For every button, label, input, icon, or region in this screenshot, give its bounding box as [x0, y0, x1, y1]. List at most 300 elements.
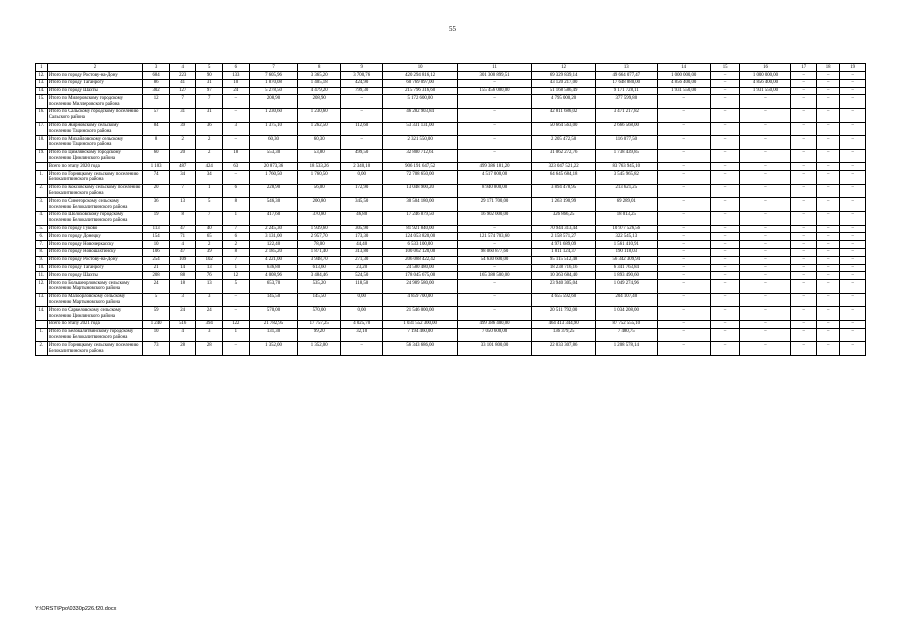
value-cell: – — [791, 307, 817, 321]
value-cell: 6 341 763,84 — [595, 264, 657, 272]
value-cell: 7 — [169, 184, 196, 198]
value-cell: – — [657, 163, 710, 171]
value-cell: 1 931 550,00 — [657, 87, 710, 95]
value-cell: – — [791, 248, 817, 256]
value-cell: 112,60 — [340, 122, 383, 136]
value-cell: 271,30 — [340, 256, 383, 264]
value-cell: 1 — [223, 264, 250, 272]
value-cell: 136 379,25 — [532, 328, 596, 342]
value-cell: – — [791, 122, 817, 136]
value-cell: 24 — [143, 280, 170, 294]
value-cell: 7 050 600,00 — [457, 328, 531, 342]
row-number-cell: 3. — [36, 198, 48, 212]
value-cell: – — [840, 211, 866, 225]
row-name-cell: Итого по городу Ростову-на-Дону — [47, 72, 143, 80]
value-cell: – — [791, 72, 817, 80]
value-cell: 10 — [223, 79, 250, 87]
value-cell: 145,50 — [249, 293, 298, 307]
value-cell: 370,80 — [298, 211, 341, 225]
value-cell: 377 599,80 — [595, 95, 657, 109]
value-cell: 424 — [196, 163, 223, 171]
value-cell: – — [223, 293, 250, 307]
row-name-cell: Итого по Саркеловскому сельскому поселению Цимлянского района — [47, 307, 143, 321]
value-cell: 1 034 208,00 — [595, 307, 657, 321]
value-cell: – — [740, 149, 791, 163]
value-cell: 1 208 578,14 — [595, 342, 657, 356]
value-cell: 345,50 — [340, 198, 383, 212]
value-cell: 72 708 650,00 — [383, 171, 457, 185]
data-table — [35, 63, 866, 356]
value-cell: 74 — [143, 171, 170, 185]
value-cell: – — [710, 233, 740, 241]
value-cell: 7 — [223, 225, 250, 233]
value-cell: 81 921 840,00 — [383, 225, 457, 233]
value-cell: 90 — [196, 72, 223, 80]
column-number-cell: 8 — [298, 64, 341, 72]
value-cell: 118,50 — [340, 280, 383, 294]
table-row — [36, 171, 866, 185]
value-cell: 46,80 — [340, 211, 383, 225]
value-cell: – — [740, 280, 791, 294]
row-number-cell: 16. — [36, 108, 48, 122]
value-cell: 20 — [169, 149, 196, 163]
value-cell: – — [740, 328, 791, 342]
value-cell: – — [657, 328, 710, 342]
value-cell: – — [791, 95, 817, 109]
value-cell: 1 931 550,00 — [740, 87, 791, 95]
value-cell: – — [223, 108, 250, 122]
value-cell: – — [840, 163, 866, 171]
value-cell: 14 — [169, 264, 196, 272]
value-cell: 18 013,25 — [595, 211, 657, 225]
column-number-cell: 9 — [340, 64, 383, 72]
value-cell: – — [657, 108, 710, 122]
value-cell: 56 342 309,94 — [595, 256, 657, 264]
column-number-cell: 10 — [383, 64, 457, 72]
value-cell: – — [840, 79, 866, 87]
value-cell: 7 — [196, 211, 223, 225]
value-cell: 6 — [223, 233, 250, 241]
value-cell: – — [657, 342, 710, 356]
column-number-cell: 19 — [840, 64, 866, 72]
column-number-cell: 12 — [532, 64, 596, 72]
value-cell: – — [710, 293, 740, 307]
value-cell: – — [791, 163, 817, 171]
value-cell: 24 580 480,00 — [383, 264, 457, 272]
value-cell: 4 — [169, 241, 196, 249]
value-cell: 1 230,60 — [249, 108, 298, 122]
value-cell: – — [816, 248, 839, 256]
value-cell: 178 045 675,00 — [383, 272, 457, 280]
value-cell: – — [791, 241, 817, 249]
row-number-cell: 12. — [36, 72, 48, 80]
value-cell: 228,90 — [249, 184, 298, 198]
value-cell: 36 — [196, 122, 223, 136]
row-number-cell: 13. — [36, 79, 48, 87]
row-number-cell: 5. — [36, 225, 48, 233]
value-cell: 3 700,76 — [340, 72, 383, 80]
value-cell: 305,90 — [340, 225, 383, 233]
value-cell: 41 — [169, 79, 196, 87]
value-cell: 18 238 716,16 — [532, 264, 596, 272]
value-cell: – — [816, 171, 839, 185]
value-cell: – — [840, 293, 866, 307]
value-cell: 122,40 — [249, 241, 298, 249]
page-number: 55 — [449, 25, 456, 33]
value-cell: 20 873,36 — [249, 163, 298, 171]
value-cell: 1 — [196, 184, 223, 198]
value-cell: 4 517 000,00 — [457, 171, 531, 185]
value-cell: – — [223, 136, 250, 150]
value-cell: 53 331 131,00 — [383, 122, 457, 136]
value-cell: 2 — [196, 241, 223, 249]
value-cell: – — [840, 87, 866, 95]
value-cell: 3 — [196, 293, 223, 307]
value-cell: – — [791, 293, 817, 307]
row-number-cell: 13. — [36, 293, 48, 307]
value-cell: 60 — [143, 149, 170, 163]
value-cell: – — [816, 149, 839, 163]
column-number-row — [36, 64, 866, 72]
row-number-cell — [36, 163, 48, 171]
value-cell: 59 — [143, 307, 170, 321]
value-cell: – — [791, 198, 817, 212]
value-cell: 2 — [196, 136, 223, 150]
row-name-cell: Итого по Шолоховскому городскому поселению Белокалитвинского района — [47, 211, 143, 225]
value-cell: – — [840, 136, 866, 150]
value-cell: – — [816, 198, 839, 212]
value-cell: – — [657, 184, 710, 198]
value-cell: 17 246 879,50 — [383, 211, 457, 225]
value-cell: – — [710, 149, 740, 163]
value-cell: – — [740, 241, 791, 249]
value-cell: 2 666 568,00 — [595, 122, 657, 136]
value-cell: 223 — [169, 72, 196, 80]
row-name-cell: Всего по этапу 2021 года — [47, 320, 143, 328]
table-row — [36, 225, 866, 233]
row-number-cell: 7. — [36, 241, 48, 249]
value-cell: 3 545 965,82 — [595, 171, 657, 185]
value-cell: 2 245,30 — [249, 225, 298, 233]
value-cell: – — [840, 198, 866, 212]
value-cell: 524,50 — [340, 272, 383, 280]
value-cell: 487 — [169, 163, 196, 171]
table-row — [36, 198, 866, 212]
value-cell: 13 — [196, 264, 223, 272]
value-cell: 3 948,70 — [298, 256, 341, 264]
value-cell: 302 — [143, 87, 170, 95]
value-cell: 60,30 — [298, 136, 341, 150]
value-cell: 172,90 — [340, 184, 383, 198]
row-name-cell: Итого по городу Новошахтинску — [47, 248, 143, 256]
value-cell: 43 120 217,00 — [532, 79, 596, 87]
value-cell: 69 329 839,14 — [532, 72, 596, 80]
value-cell: 20 — [143, 184, 170, 198]
table-total-row — [36, 320, 866, 328]
value-cell: 1 240 — [143, 320, 170, 328]
table-row — [36, 272, 866, 280]
value-cell: 4 221,00 — [249, 256, 298, 264]
value-cell: 2 — [196, 149, 223, 163]
value-cell: – — [457, 280, 531, 294]
row-number-cell: 4. — [36, 211, 48, 225]
row-number-cell: 10. — [36, 264, 48, 272]
value-cell: – — [657, 307, 710, 321]
value-cell: 31 — [196, 79, 223, 87]
value-cell: – — [816, 87, 839, 95]
table-row — [36, 264, 866, 272]
value-cell: – — [457, 307, 531, 321]
value-cell: – — [791, 264, 817, 272]
value-cell: 24 — [223, 87, 250, 95]
value-cell: 204 107,40 — [595, 293, 657, 307]
value-cell: 1 031 552 300,00 — [383, 320, 457, 328]
value-cell: 2 185,20 — [249, 248, 298, 256]
value-cell: 7 — [196, 95, 223, 109]
value-cell: 13 — [169, 198, 196, 212]
value-cell: 8 — [143, 136, 170, 150]
value-cell: – — [710, 241, 740, 249]
data-table-container — [35, 63, 866, 356]
row-name-cell: Итого по городу Новочеркасску — [47, 241, 143, 249]
table-row — [36, 342, 866, 356]
value-cell: 546,30 — [249, 198, 298, 212]
value-cell: – — [840, 248, 866, 256]
value-cell: – — [840, 328, 866, 342]
value-cell: – — [791, 256, 817, 264]
value-cell: 424,90 — [340, 79, 383, 87]
value-cell: – — [457, 264, 531, 272]
value-cell: – — [740, 136, 791, 150]
value-cell: 3 131,00 — [249, 233, 298, 241]
value-cell: – — [816, 95, 839, 109]
value-cell: – — [710, 264, 740, 272]
value-cell: 109 — [169, 256, 196, 264]
value-cell: – — [816, 211, 839, 225]
value-cell: – — [657, 171, 710, 185]
value-cell: – — [740, 233, 791, 241]
value-cell: 8 — [223, 198, 250, 212]
value-cell: – — [710, 136, 740, 150]
value-cell: 173,30 — [340, 233, 383, 241]
table-row — [36, 136, 866, 150]
table-total-row — [36, 163, 866, 171]
row-name-cell: Всего по этапу 2020 года — [47, 163, 143, 171]
value-cell: 47 — [169, 225, 196, 233]
value-cell: – — [791, 280, 817, 294]
value-cell: 50 664 563,00 — [532, 122, 596, 136]
value-cell: 131,30 — [249, 328, 298, 342]
row-name-cell: Итого по городу Таганрогу — [47, 79, 143, 87]
column-number-cell: 17 — [791, 64, 817, 72]
value-cell: 1 263 190,99 — [532, 198, 596, 212]
value-cell: 653,70 — [249, 280, 298, 294]
value-cell: 3 — [223, 122, 250, 136]
column-number-cell: 13 — [595, 64, 657, 72]
value-cell: – — [223, 171, 250, 185]
value-cell: 53,80 — [298, 149, 341, 163]
value-cell: – — [816, 163, 839, 171]
value-cell: 0,00 — [340, 293, 383, 307]
value-cell: – — [816, 233, 839, 241]
value-cell: 8 940 800,00 — [457, 184, 531, 198]
value-cell: – — [791, 171, 817, 185]
column-number-cell: 11 — [457, 64, 531, 72]
value-cell: 8 — [223, 248, 250, 256]
value-cell: 1 000 000,00 — [740, 72, 791, 80]
value-cell: 21 — [143, 264, 170, 272]
table-row — [36, 108, 866, 122]
value-cell: – — [740, 198, 791, 212]
value-cell: 5 278,50 — [249, 87, 298, 95]
value-cell: 254 — [143, 256, 170, 264]
value-cell: 133 — [223, 72, 250, 80]
value-cell: 1 352,00 — [249, 342, 298, 356]
value-cell: – — [740, 108, 791, 122]
value-cell: – — [840, 171, 866, 185]
value-cell: 200,80 — [298, 198, 341, 212]
value-cell: – — [457, 149, 531, 163]
value-cell: – — [457, 136, 531, 150]
value-cell: – — [710, 248, 740, 256]
value-cell: 1 103 — [143, 163, 170, 171]
value-cell: – — [840, 241, 866, 249]
value-cell: – — [657, 241, 710, 249]
table-row — [36, 211, 866, 225]
value-cell: – — [340, 95, 383, 109]
value-cell: – — [816, 272, 839, 280]
table-row — [36, 256, 866, 264]
table-row — [36, 280, 866, 294]
value-cell: 3 471 217,82 — [595, 108, 657, 122]
value-cell: – — [816, 79, 839, 87]
value-cell: 1 — [223, 328, 250, 342]
value-cell: 313,80 — [340, 248, 383, 256]
value-cell: – — [740, 184, 791, 198]
value-cell: 22 033 307,86 — [532, 342, 596, 356]
value-cell: – — [791, 108, 817, 122]
value-cell: – — [816, 293, 839, 307]
column-number-cell: 3 — [143, 64, 170, 72]
value-cell: 7 — [169, 95, 196, 109]
value-cell: – — [457, 241, 531, 249]
value-cell: 47 — [169, 248, 196, 256]
value-cell: 9 171 728,11 — [595, 87, 657, 95]
value-cell: – — [840, 256, 866, 264]
column-number-cell: 7 — [249, 64, 298, 72]
value-cell: – — [657, 293, 710, 307]
value-cell: 6 533 100,00 — [383, 241, 457, 249]
value-cell: – — [740, 225, 791, 233]
row-name-cell: Итого по Коксовскому сельскому поселению Белокалитвинского района — [47, 184, 143, 198]
value-cell: – — [740, 248, 791, 256]
row-name-cell: Итого по городу Ростову-на-Дону — [47, 256, 143, 264]
value-cell: – — [740, 342, 791, 356]
value-cell: 570,00 — [249, 307, 298, 321]
row-number-cell: 14. — [36, 307, 48, 321]
value-cell: – — [710, 211, 740, 225]
value-cell: 56,00 — [298, 184, 341, 198]
table-row — [36, 95, 866, 109]
value-cell: 4 — [169, 328, 196, 342]
table-row — [36, 79, 866, 87]
value-cell: 24 — [169, 307, 196, 321]
value-cell: – — [340, 342, 383, 356]
value-cell: – — [791, 342, 817, 356]
row-number-cell: 1. — [36, 328, 48, 342]
value-cell: – — [710, 320, 740, 328]
value-cell: 78,00 — [298, 241, 341, 249]
value-cell: 2 — [223, 241, 250, 249]
value-cell: 36 — [143, 198, 170, 212]
value-cell: 1 871,40 — [298, 248, 341, 256]
value-cell: 1 230,60 — [298, 108, 341, 122]
value-cell: – — [657, 248, 710, 256]
value-cell: 636,80 — [249, 264, 298, 272]
value-cell: 28 — [196, 342, 223, 356]
value-cell: – — [710, 256, 740, 264]
value-cell: 10 — [143, 328, 170, 342]
value-cell: – — [223, 342, 250, 356]
value-cell: 1 811 124,37 — [532, 248, 596, 256]
table-row — [36, 122, 866, 136]
value-cell: – — [791, 328, 817, 342]
table-row — [36, 233, 866, 241]
value-cell: 1 760,50 — [298, 171, 341, 185]
value-cell: 21 782,95 — [249, 320, 298, 328]
value-cell: – — [791, 149, 817, 163]
value-cell: 1 738 439,85 — [595, 149, 657, 163]
value-cell: 499,50 — [340, 149, 383, 163]
value-cell: – — [710, 184, 740, 198]
value-cell: 4 025,70 — [340, 320, 383, 328]
row-number-cell: 19. — [36, 149, 48, 163]
value-cell: 1 000 000,00 — [657, 72, 710, 80]
value-cell: – — [657, 280, 710, 294]
value-cell: 23,20 — [340, 264, 383, 272]
value-cell: – — [840, 72, 866, 80]
value-cell: – — [457, 122, 531, 136]
value-cell: – — [816, 108, 839, 122]
value-cell: – — [816, 342, 839, 356]
value-cell: 49 664 077,47 — [595, 72, 657, 80]
table-row — [36, 241, 866, 249]
value-cell: 64 645 684,18 — [532, 171, 596, 185]
column-number-cell: 5 — [196, 64, 223, 72]
column-number-cell: 2 — [47, 64, 143, 72]
value-cell: 684 — [143, 72, 170, 80]
row-name-cell: Итого по Синегорскому сельскому поселению Белокалитвинского района — [47, 198, 143, 212]
value-cell: 3 894 478,95 — [532, 184, 596, 198]
value-cell: 18 — [169, 280, 196, 294]
value-cell: 86 — [143, 79, 170, 87]
value-cell: 301 300 899,51 — [457, 72, 531, 80]
value-cell: 124 053 820,00 — [383, 233, 457, 241]
value-cell: 2 — [169, 136, 196, 150]
value-cell: 21 546 000,00 — [383, 307, 457, 321]
value-cell: – — [657, 149, 710, 163]
value-cell: 4 008,96 — [249, 272, 298, 280]
value-cell: 206 088 422,42 — [383, 256, 457, 264]
value-cell: – — [791, 272, 817, 280]
row-name-cell: Итого по Белокалитвинскому городскому поселению Белокалитвинского района — [47, 328, 143, 342]
value-cell: 56 343 686,00 — [383, 342, 457, 356]
value-cell: – — [816, 72, 839, 80]
column-number-cell: 4 — [169, 64, 196, 72]
value-cell: – — [457, 95, 531, 109]
column-number-cell: 16 — [740, 64, 791, 72]
value-cell: – — [816, 307, 839, 321]
